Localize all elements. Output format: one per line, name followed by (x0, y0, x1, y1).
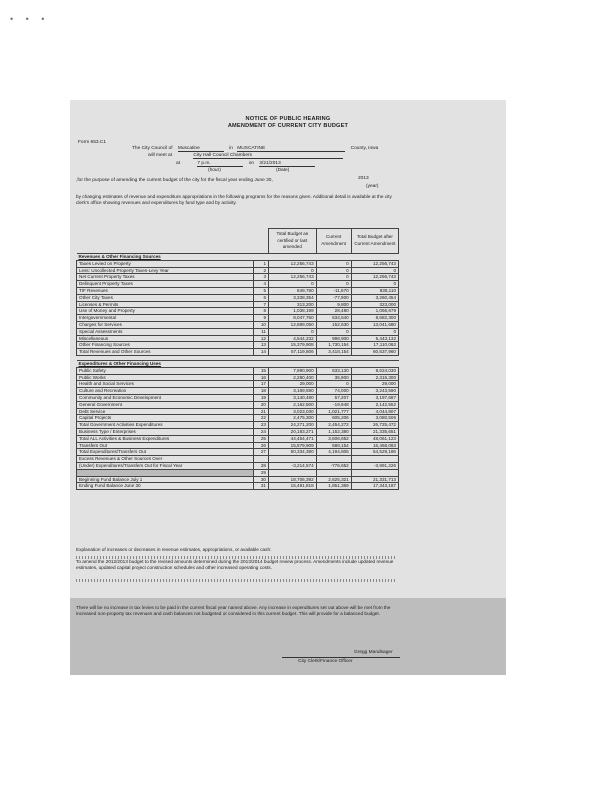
amendment-value: 1,152,380 (316, 428, 351, 435)
budget-value (269, 456, 317, 463)
budget-value: 12,256,743 (269, 260, 317, 267)
row-description: Total Government Activities Expenditures (77, 422, 254, 429)
column-header-after: Total Budget after Current Amendment (351, 229, 398, 254)
after-amendment-value: 21,335,651 (351, 428, 398, 435)
table-row (77, 260, 399, 267)
amendment-value: -19,948 (316, 401, 351, 408)
row-description: Transfers Out (77, 442, 254, 449)
budget-value: 7,990,900 (269, 367, 317, 374)
budget-value: 0 (269, 328, 317, 335)
budget-value: 3,169,590 (269, 388, 317, 395)
amendment-value: 35,900 (316, 374, 351, 381)
after-amendment-value: 3,243,590 (351, 388, 398, 395)
hour-label: (hour) (208, 168, 221, 173)
row-description: Excess Revenues & Other Sources Over (77, 456, 254, 463)
budget-value: 15,879,909 (269, 442, 317, 449)
line-number: 25 (254, 435, 269, 442)
after-amendment-value: 323,000 (351, 301, 398, 308)
amendment-value: 0 (316, 381, 351, 388)
amendment-value: 0 (316, 260, 351, 267)
after-amendment-value: 2,316,300 (351, 374, 398, 381)
amendment-value: -776,652 (316, 462, 351, 469)
after-amendment-value: 12,256,743 (351, 260, 398, 267)
after-amendment-value: 26,725,472 (351, 422, 398, 429)
line-number: 5 (254, 287, 269, 294)
signer-name: Gregg Mandsager (354, 650, 393, 655)
amendment-value: 588,154 (316, 442, 351, 449)
row-description: TIF Revenues (77, 287, 254, 294)
amendment-value: 3,418,154 (316, 349, 351, 356)
budget-value: 4,544,232 (269, 335, 317, 342)
after-amendment-value: 17,110,062 (351, 342, 398, 349)
table-row (77, 456, 399, 463)
row-description: Business Type / Enterprises (77, 428, 254, 435)
shaded-cell (351, 469, 398, 476)
budget-value: 313,200 (269, 301, 317, 308)
scan-artifact: • • • (10, 14, 50, 24)
after-amendment-value: 21,331,713 (351, 476, 398, 483)
line-number: 1 (254, 260, 269, 267)
table-row (77, 483, 399, 490)
shaded-cell (77, 469, 254, 476)
explanation-body: To amend the 2012/2013 budget to the revised amounts determined during the 2013/2014 budget review process. Amendments include updated revenue estimates, updated capital project construction schedules and other increased operating costs. (76, 559, 394, 571)
row-description: Other City Taxes (77, 294, 254, 301)
budget-value: 2,162,500 (269, 401, 317, 408)
fiscal-year: 2013 (358, 176, 369, 181)
column-header-budget: Total Budget as certified or last amended (269, 229, 317, 254)
row-description: Charges for Services (77, 321, 254, 328)
table-row (77, 442, 399, 449)
table-row (77, 342, 399, 349)
line-number: 9 (254, 315, 269, 322)
row-description: Total Revenues and Other Sources (77, 349, 254, 356)
after-amendment-value: 0 (351, 281, 398, 288)
after-amendment-value: 48,061,123 (351, 435, 398, 442)
amendment-value: 0 (316, 281, 351, 288)
purpose-line: ,for the purpose of amending the current budget of the city for the fiscal year ending June 30, (76, 178, 273, 183)
table-row (77, 367, 399, 374)
after-amendment-value: 3,080,506 (351, 415, 398, 422)
line-number: 3 (254, 274, 269, 281)
after-amendment-value: 8,682,300 (351, 315, 398, 322)
meeting-place-line: will meet at City Hall Council Chambers (148, 153, 343, 159)
amendment-value: 152,630 (316, 321, 351, 328)
budget-value: 12,889,050 (269, 321, 317, 328)
line-number: 8 (254, 308, 269, 315)
section-header-row (77, 360, 399, 367)
budget-value: 3,023,030 (269, 408, 317, 415)
intro-paragraph: by changing estimates of revenue and expenditure appropriations in the following programs for the reasons given. Additional detail is available at the city clerk's office showing revenues and expenditures by fund type and by activity. (76, 194, 392, 206)
budget-value: 1,038,199 (269, 308, 317, 315)
amendment-value: 634,540 (316, 315, 351, 322)
row-description: Capital Projects (77, 415, 254, 422)
amendment-value: 2,454,272 (316, 422, 351, 429)
amendment-value: -11,670 (316, 287, 351, 294)
line-number: 31 (254, 483, 269, 490)
budget-table (76, 228, 399, 490)
line-number: 18 (254, 388, 269, 395)
budget-value: 3,338,354 (269, 294, 317, 301)
budget-value: 2,475,300 (269, 415, 317, 422)
after-amendment-value: 2,142,552 (351, 401, 398, 408)
column-header-amendment: Current Amendment (316, 229, 351, 254)
after-amendment-value: 1,066,679 (351, 308, 398, 315)
table-row (77, 308, 399, 315)
signer-title: City Clerk/Finance Officer (298, 659, 353, 664)
table-row (77, 374, 399, 381)
after-amendment-value: 0 (351, 267, 398, 274)
line-number: 14 (254, 349, 269, 356)
table-row (77, 321, 399, 328)
after-amendment-value: 13,041,680 (351, 321, 398, 328)
section-header-row (77, 254, 399, 261)
table-row (77, 388, 399, 395)
budget-value: 2,280,400 (269, 374, 317, 381)
budget-value: 12,256,743 (269, 274, 317, 281)
shaded-row (77, 469, 399, 476)
after-amendment-value: 3,197,687 (351, 394, 398, 401)
line-number: 7 (254, 301, 269, 308)
after-amendment-value: 4,044,807 (351, 408, 398, 415)
budget-value: -3,214,574 (269, 462, 317, 469)
budget-value: 3,140,480 (269, 394, 317, 401)
row-description: (Under) Expenditures/Transfers Out for Fiscal Year (77, 462, 254, 469)
amendment-value: 9,800 (316, 301, 351, 308)
line-number: 19 (254, 394, 269, 401)
row-description: Use of Money and Property (77, 308, 254, 315)
header-line-spacer (254, 229, 269, 254)
table-row (77, 422, 399, 429)
row-description: Other Financing Sources (77, 342, 254, 349)
budget-value: 24,271,200 (269, 422, 317, 429)
after-amendment-value: 3,260,454 (351, 294, 398, 301)
meeting-time-line: at 7 p.m. on 3/21/2013 (176, 161, 315, 167)
table-row (77, 435, 399, 442)
budget-value: 60,334,380 (269, 449, 317, 456)
council-line: The City Council of Muscatine in MUSCATINE County, Iowa (132, 146, 379, 151)
budget-value: 8,047,760 (269, 315, 317, 322)
amendment-value: 998,900 (316, 335, 351, 342)
line-number: 22 (254, 415, 269, 422)
amendment-value: 633,130 (316, 367, 351, 374)
header-spacer (77, 229, 254, 254)
amendment-value: 1,851,369 (316, 483, 351, 490)
after-amendment-value: -3,991,226 (351, 462, 398, 469)
table-row (77, 381, 399, 388)
line-number: 26 (254, 442, 269, 449)
after-amendment-value: 29,000 (351, 381, 398, 388)
amendment-value: 2,625,321 (316, 476, 351, 483)
line-number: 17 (254, 381, 269, 388)
budget-value: 57,119,806 (269, 349, 317, 356)
line-number: 4 (254, 281, 269, 288)
row-description: Less: Uncollected Property Taxes-Levy Year (77, 267, 254, 274)
row-description: Special Assessments (77, 328, 254, 335)
row-description: General Government (77, 401, 254, 408)
row-description: Public Safety (77, 367, 254, 374)
amendment-value (316, 456, 351, 463)
line-number: 6 (254, 294, 269, 301)
amendment-value: 4,194,806 (316, 449, 351, 456)
after-amendment-value: 12,256,743 (351, 274, 398, 281)
table-row (77, 315, 399, 322)
row-description: Culture and Recreation (77, 388, 254, 395)
line-number: 30 (254, 476, 269, 483)
section-title: Revenues & Other Financing Sources (77, 254, 399, 261)
row-description: Public Works (77, 374, 254, 381)
after-amendment-value: 17,343,187 (351, 483, 398, 490)
amendment-value: 1,730,154 (316, 342, 351, 349)
line-number: 12 (254, 335, 269, 342)
amendment-value: 0 (316, 274, 351, 281)
shaded-cell (316, 469, 351, 476)
amendment-value: 0 (316, 328, 351, 335)
budget-value: 15,491,818 (269, 483, 317, 490)
table-row (77, 335, 399, 342)
line-number: 29 (254, 469, 269, 476)
budget-value: 44,454,471 (269, 435, 317, 442)
after-amendment-value: 60,537,960 (351, 349, 398, 356)
row-description: Community and Economic Development (77, 394, 254, 401)
budget-value: 18,706,392 (269, 476, 317, 483)
signature-line (282, 657, 400, 658)
budget-value: 29,000 (269, 381, 317, 388)
line-number: 16 (254, 374, 269, 381)
table-row (77, 328, 399, 335)
row-description: Intergovernmental (77, 315, 254, 322)
notice-subtitle: AMENDMENT OF CURRENT CITY BUDGET (227, 123, 349, 129)
table-row (77, 408, 399, 415)
table-row (77, 428, 399, 435)
after-amendment-value: 8,624,030 (351, 367, 398, 374)
amendment-value: 3,606,652 (316, 435, 351, 442)
budget-value: 0 (269, 267, 317, 274)
after-amendment-value: 5,443,132 (351, 335, 398, 342)
table-row (77, 401, 399, 408)
table-row (77, 394, 399, 401)
table-row (77, 462, 399, 469)
amendment-value: 28,480 (316, 308, 351, 315)
amendment-value: 74,000 (316, 388, 351, 395)
line-number: 11 (254, 328, 269, 335)
after-amendment-value: 0 (351, 328, 398, 335)
row-description: Total ALL Activities & Business Expenditures (77, 435, 254, 442)
row-description: Beginning Fund Balance July 1 (77, 476, 254, 483)
row-description: Net Current Property Taxes (77, 274, 254, 281)
explanation-heading: Explanation of increases or decreases in revenue estimates, appropriations, or available cash: (76, 547, 272, 552)
row-description: Debt Service (77, 408, 254, 415)
table-row (77, 294, 399, 301)
tax-levy-note: There will be no increase in tax levies to be paid in the current fiscal year named above. Any increase in expenditures set out above will be met from the increased non-property tax revenues and cash balances not budgeted or considered in this current budget. This will provide for a balanced budget. (76, 605, 391, 617)
line-number: 28 (254, 462, 269, 469)
row-description: Licenses & Permits (77, 301, 254, 308)
after-amendment-value (351, 456, 398, 463)
line-number (254, 456, 269, 463)
row-description: Ending Fund Balance June 30 (77, 483, 254, 490)
budget-value: 20,183,271 (269, 428, 317, 435)
table-row (77, 281, 399, 288)
amendment-value: 57,207 (316, 394, 351, 401)
table-row (77, 274, 399, 281)
table-header-row (77, 229, 399, 254)
section-title: Expenditures & Other Financing Uses (77, 360, 399, 367)
after-amendment-value: 838,110 (351, 287, 398, 294)
after-amendment-value: 16,468,063 (351, 442, 398, 449)
budget-value: 15,379,908 (269, 342, 317, 349)
table-row (77, 267, 399, 274)
shaded-cell (269, 469, 317, 476)
budget-value: 849,780 (269, 287, 317, 294)
row-description: Taxes Levied on Property (77, 260, 254, 267)
form-number: Form 653.C1 (78, 140, 106, 145)
amendment-value: 1,021,777 (316, 408, 351, 415)
line-number: 10 (254, 321, 269, 328)
line-number: 20 (254, 401, 269, 408)
row-description: Miscellaneous (77, 335, 254, 342)
after-amendment-value: 64,529,186 (351, 449, 398, 456)
line-number: 24 (254, 428, 269, 435)
line-number: 27 (254, 449, 269, 456)
date-label: (Date) (276, 168, 290, 173)
line-number: 13 (254, 342, 269, 349)
line-number: 21 (254, 408, 269, 415)
row-description: Health and Social Services (77, 381, 254, 388)
dotted-rule (76, 579, 396, 582)
table-row (77, 449, 399, 456)
year-label: (year) (366, 184, 379, 189)
table-row (77, 476, 399, 483)
amendment-value: -77,900 (316, 294, 351, 301)
notice-title: NOTICE OF PUBLIC HEARING (245, 116, 331, 122)
line-number: 23 (254, 422, 269, 429)
table-row (77, 415, 399, 422)
row-description: Total Expenditures/Transfers Out (77, 449, 254, 456)
table-row (77, 349, 399, 356)
table-row (77, 287, 399, 294)
line-number: 2 (254, 267, 269, 274)
amendment-value: 0 (316, 267, 351, 274)
table-row (77, 301, 399, 308)
line-number: 15 (254, 367, 269, 374)
budget-value: 0 (269, 281, 317, 288)
amendment-value: 605,206 (316, 415, 351, 422)
row-description: Delinquent Property Taxes (77, 281, 254, 288)
